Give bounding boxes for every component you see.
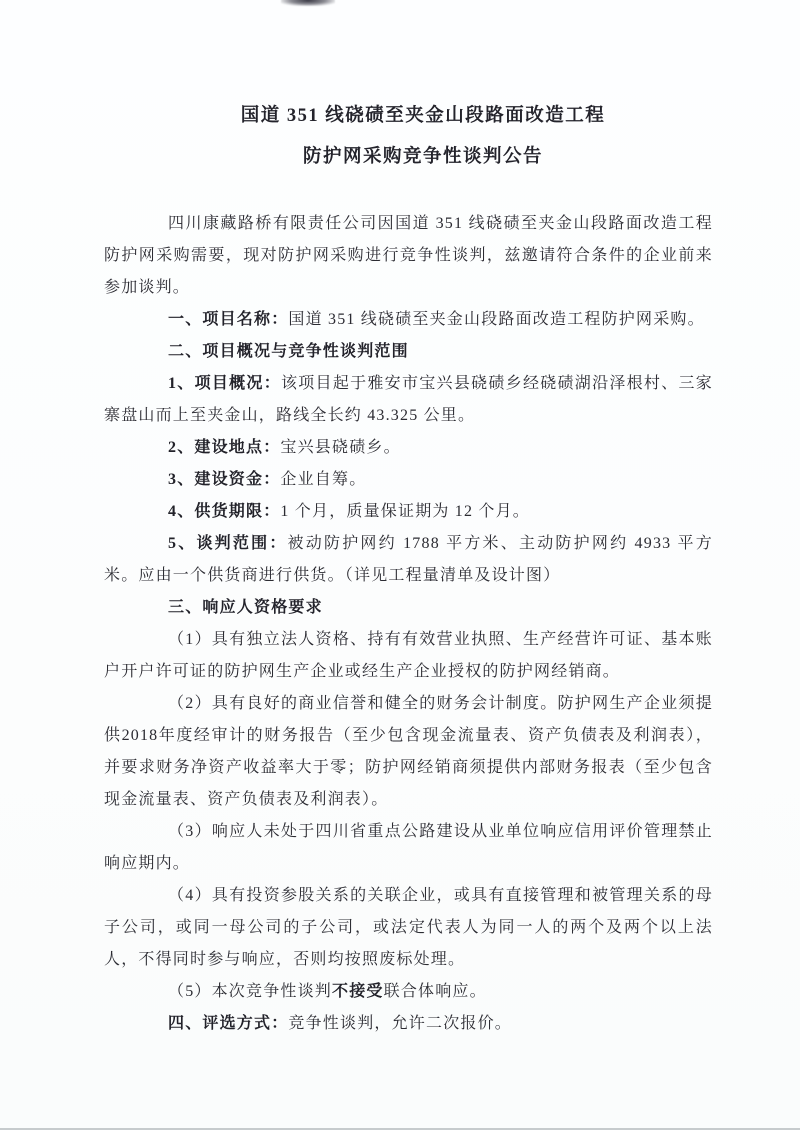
- paragraph: [104, 336, 713, 368]
- paragraph: [104, 976, 713, 1008]
- bold-text-segment: 4、供货期限：: [168, 503, 281, 520]
- text-segment: 联合体响应。: [383, 983, 487, 1000]
- bold-text-segment: 三、响应人资格要求: [168, 599, 323, 616]
- document-title: [0, 0, 800, 178]
- text-segment: 1 个月，质量保证期为 12 个月。: [280, 503, 531, 520]
- paragraph: [104, 496, 713, 528]
- text-segment: （1）具有独立法人资格、持有有效营业执照、生产经营许可证、基本账户开户许可证的防护网生产企业或经生产企业授权的防护网经销商。: [104, 631, 713, 680]
- text-segment: 企业自筹。: [280, 471, 367, 488]
- bold-text-segment: 2、建设地点：: [168, 439, 281, 456]
- title-line-1: 国道 351 线硗碛至夹金山段路面改造工程: [240, 106, 606, 126]
- paragraph: [104, 880, 713, 976]
- paragraph: [104, 528, 713, 592]
- scan-artifact-smudge: [281, 0, 335, 6]
- bold-text-segment: 四、评选方式：: [168, 1015, 289, 1032]
- paragraph: [104, 432, 713, 464]
- bold-text-segment: 一、项目名称：: [168, 311, 289, 328]
- bold-text-segment: 不接受: [332, 983, 384, 1000]
- title-line-2: 防护网采购竞争性谈判公告: [302, 147, 543, 167]
- text-segment: 竞争性谈判，允许二次报价。: [288, 1015, 513, 1032]
- text-segment: （2）具有良好的商业信誉和健全的财务会计制度。防护网生产企业须提供2018年度经审计的财务报告（至少包含现金流量表、资产负债表及利润表），并要求财务净资产收益率大于零；防护网经销商须提供内部财务报表（至少包含现金流量表、资产负债表及利润表）。: [104, 695, 713, 808]
- text-segment: 国道 351 线硗碛至夹金山段路面改造工程防护网采购。: [288, 311, 705, 328]
- bold-text-segment: 二、项目概况与竞争性谈判范围: [168, 343, 409, 360]
- text-segment: 四川康藏路桥有限责任公司因国道 351 线硗碛至夹金山段路面改造工程防护网采购需要，现对防护网采购进行竞争性谈判，兹邀请符合条件的企业前来参加谈判。: [104, 215, 713, 296]
- text-segment: 该项目起于雅安市宝兴县硗碛乡经硗碛湖沿泽根村、三家寨盘山而上至夹金山，路线全长约 43.325 公里。: [104, 375, 713, 424]
- paragraph: [104, 1008, 713, 1040]
- paragraph: [104, 592, 713, 624]
- bold-text-segment: 3、建设资金：: [168, 471, 281, 488]
- paragraph: [104, 464, 713, 496]
- document-body: [0, 208, 800, 1040]
- text-segment: 被动防护网约 1788 平方米、主动防护网约 4933 平方米。应由一个供货商进行供货。（详见工程量清单及设计图）: [104, 535, 713, 584]
- text-segment: （5）本次竞争性谈判: [168, 983, 333, 1000]
- paragraph: [104, 624, 713, 688]
- paragraph: [104, 208, 713, 304]
- text-segment: 宝兴县硗碛乡。: [280, 439, 401, 456]
- text-segment: （4）具有投资参股关系的关联企业，或具有直接管理和被管理关系的母子公司，或同一母公司的子公司，或法定代表人为同一人的两个及两个以上法人，不得同时参与响应，否则均按照废标处理。: [104, 887, 713, 968]
- bold-text-segment: 5、谈判范围：: [168, 535, 288, 552]
- paragraph: [104, 304, 713, 336]
- paragraph: [104, 816, 713, 880]
- paragraph: [104, 688, 713, 816]
- text-segment: （3）响应人未处于四川省重点公路建设从业单位响应信用评价管理禁止响应期内。: [104, 823, 713, 872]
- bold-text-segment: 1、项目概况：: [168, 375, 281, 392]
- paragraph: [104, 368, 713, 432]
